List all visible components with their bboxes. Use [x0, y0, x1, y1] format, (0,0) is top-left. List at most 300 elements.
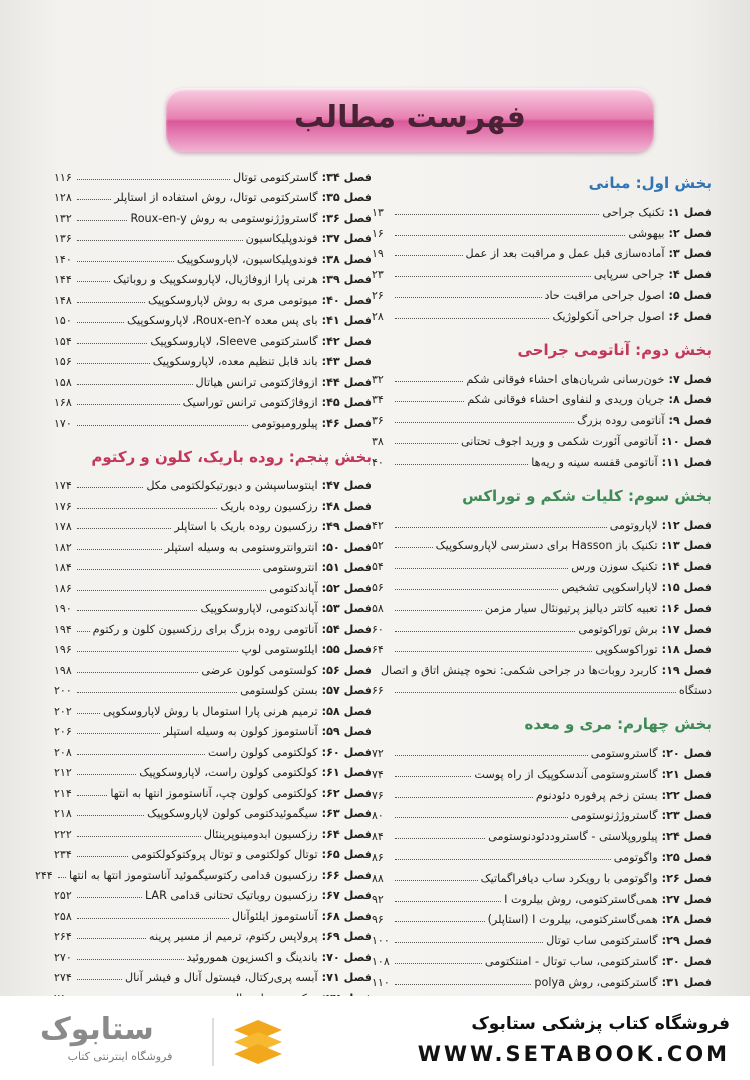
toc-entry[interactable]	[372, 406, 712, 427]
page-number: ۱۷۸	[54, 520, 72, 533]
page-number: ۱۰۰	[372, 934, 390, 948]
page-number: ۱۴۰	[54, 252, 72, 266]
leader-dots	[77, 692, 237, 693]
chapter-label: فصل ۲۸:	[661, 913, 712, 927]
logo-wordmark: ستابوک	[40, 1012, 154, 1047]
chapter-label: فصل ۵۷:	[321, 684, 372, 697]
leader-dots	[395, 318, 549, 319]
leader-dots	[77, 938, 146, 939]
leader-dots	[395, 880, 478, 881]
toc-entry[interactable]	[54, 574, 372, 595]
chapter-label: فصل ۵۰:	[321, 540, 372, 554]
title-banner	[166, 88, 654, 152]
chapter-title-continued: دستگاه	[678, 684, 712, 698]
chapter-label: فصل ۳۸:	[321, 252, 372, 266]
section-gap	[372, 469, 712, 487]
chapter-label: فصل ۴:	[668, 268, 712, 282]
chapter-title: لاپاراسکوپی تشخیص	[561, 580, 658, 594]
chapter-title: رزکسیون روده باریک	[220, 499, 318, 513]
section-heading: بخش سوم: کلیات شکم و توراکس	[462, 486, 712, 505]
section-heading: بخش پنجم: روده باریک، کلون و رکتوم	[91, 447, 372, 466]
toc-entry[interactable]	[372, 656, 712, 677]
page-number: ۱۷۶	[54, 499, 72, 513]
chapter-title: آناتومی قفسه سینه و ریه‌ها	[531, 455, 658, 469]
page-number: ۲۰۶	[54, 725, 72, 738]
toc-entry[interactable]	[54, 923, 372, 944]
chapter-title: بای پس معده Roux-en-Y، لاپاروسکوپیک	[127, 314, 318, 327]
toc-entry[interactable]	[372, 573, 712, 594]
chapter-label: فصل ۴۰:	[321, 293, 372, 307]
chapter-label: فصل ۳۴:	[321, 170, 372, 184]
page-number: ۳۲	[372, 372, 384, 386]
leader-dots	[395, 942, 543, 943]
toc-entry[interactable]	[372, 926, 712, 947]
toc-entry[interactable]	[54, 820, 372, 841]
leader-dots	[77, 590, 266, 591]
leader-dots	[77, 508, 217, 509]
chapter-label: فصل ۵۵:	[321, 643, 372, 656]
chapter-label: فصل ۴۹:	[321, 520, 372, 533]
page-number: ۱۴۴	[54, 273, 72, 286]
toc-entry[interactable]	[372, 281, 712, 302]
section-heading: بخش دوم: آناتومی جراحی	[517, 340, 712, 359]
toc-entry[interactable]	[372, 511, 712, 532]
chapter-label: فصل ۱۴:	[661, 560, 712, 574]
logo-subtitle: فروشگاه اینترنتی کتاب	[67, 1050, 173, 1063]
page-number: ۲۱۲	[54, 766, 72, 779]
toc-entry[interactable]	[54, 286, 372, 307]
chapter-title: گاسترکتومی Sleeve، لاپاروسکوپیک	[150, 334, 318, 348]
toc-entry[interactable]	[372, 240, 712, 261]
toc-entry[interactable]	[372, 822, 712, 843]
chapter-title: آناستوموز کولون به وسیله استپلر	[163, 725, 318, 738]
leader-dots	[77, 754, 205, 755]
leader-dots	[77, 363, 150, 364]
toc-entry[interactable]	[372, 532, 712, 553]
page-number: ۴۰	[372, 455, 384, 469]
chapter-label: فصل ۶۱:	[321, 766, 372, 779]
leader-dots	[395, 651, 592, 652]
chapter-title: ازوفاژکتومی ترانس هیاتال	[195, 375, 318, 389]
toc-entry[interactable]	[372, 427, 712, 448]
chapter-title: گاستروستومی آندسکوپیک از راه پوست	[474, 767, 658, 781]
chapter-title: انتروستومی	[262, 561, 318, 574]
toc-entry[interactable]	[54, 348, 372, 369]
chapter-label: فصل ۴۵:	[321, 396, 372, 409]
page-number: ۵۴	[372, 560, 384, 574]
toc-entry[interactable]	[54, 225, 372, 246]
leader-dots	[77, 713, 100, 714]
leader-dots	[77, 281, 110, 282]
page-number: ۷۴	[372, 767, 384, 781]
toc-entry[interactable]	[372, 386, 712, 407]
toc-entry[interactable]	[372, 739, 712, 760]
chapter-title: بیهوشی	[628, 226, 665, 240]
leader-dots	[395, 838, 485, 839]
chapter-title: هرنی پارا ازوفاژیال، لاپاروسکوپیک و روباتیک	[113, 273, 318, 286]
toc-entry[interactable]	[372, 302, 712, 323]
chapter-title: توتال کولکتومی و توتال پروکتوکولکتومی	[131, 848, 318, 861]
toc-entry[interactable]	[54, 738, 372, 759]
toc-entry[interactable]	[54, 902, 372, 923]
chapter-label: فصل ۶۳:	[321, 807, 372, 820]
logo-divider	[212, 1018, 214, 1066]
toc-entry[interactable]	[372, 448, 712, 469]
toc-entry[interactable]	[54, 759, 372, 780]
toc-entry[interactable]	[372, 594, 712, 615]
leader-dots	[77, 836, 201, 837]
chapter-title: آناتومی روده بزرگ برای رزکسیون کلون و رکتوم	[92, 622, 318, 636]
toc-entry[interactable]	[54, 409, 372, 430]
leader-dots	[77, 774, 136, 775]
page-number: ۲۶۴	[54, 930, 72, 943]
chapter-label: فصل ۶۲:	[321, 786, 372, 800]
chapter-title: گاستروستومی	[590, 746, 658, 760]
page-number: ۳۴	[372, 393, 384, 407]
chapter-label: فصل ۵:	[668, 288, 712, 302]
chapter-title: کولکتومی کولون چپ، آناستوموز انتها به انتها	[110, 786, 318, 800]
toc-entry[interactable]	[54, 163, 372, 184]
chapter-label: فصل ۵۲:	[321, 581, 372, 595]
page-number: ۱۵۴	[54, 334, 72, 348]
chapter-title: گاسترکتومی ساب توتال	[546, 934, 658, 948]
chapter-title: همی‌گاسترکتومی، بیلروت I (استاپلر)	[487, 913, 658, 927]
chapter-label: فصل ۱۷:	[661, 622, 712, 636]
toc-entry[interactable]	[54, 245, 372, 266]
leader-dots	[77, 918, 229, 919]
page-number: ۲۴۴	[34, 868, 53, 882]
toc-entry[interactable]	[372, 219, 712, 240]
chapter-label: فصل ۵۶:	[321, 663, 372, 677]
chapter-label: فصل ۶۰:	[321, 745, 372, 759]
toc-entry[interactable]	[54, 636, 372, 657]
toc-entry[interactable]	[372, 968, 712, 989]
leader-dots	[77, 549, 162, 550]
chapter-label: فصل ۲۲:	[661, 788, 712, 802]
chapter-title: اینتوساسپشن و دیورتیکولکتومی مکل	[146, 479, 318, 492]
store-name: فروشگاه کتاب پزشکی ستابوک	[471, 1014, 730, 1034]
toc-entry[interactable]	[54, 533, 372, 554]
leader-dots	[395, 692, 676, 693]
page-number: ۹۶	[372, 913, 384, 927]
page-number: ۶۴	[372, 643, 384, 657]
chapter-title: لاپاروتومی	[609, 518, 658, 532]
chapter-title: کولکتومی کولون راست	[207, 745, 318, 759]
chapter-label: فصل ۲۵:	[661, 850, 712, 864]
chapter-title: پرولاپس رکتوم، ترمیم از مسیر پرینه	[149, 930, 318, 943]
chapter-title: پیلوروپلاستی - گاستروددئودنوستومی	[488, 830, 658, 844]
page-number: ۹۲	[372, 892, 384, 906]
toc-entry[interactable]	[54, 800, 372, 821]
toc-entry[interactable]	[372, 906, 712, 927]
page-number: ۱۹۶	[54, 643, 72, 656]
page-number: ۲۲۲	[54, 827, 72, 841]
chapter-label: فصل ۶۸:	[321, 909, 372, 923]
leader-dots	[77, 425, 248, 426]
leader-dots	[77, 672, 198, 673]
toc-entry[interactable]	[372, 885, 712, 906]
toc-entry[interactable]	[54, 943, 372, 964]
toc-entry[interactable]	[54, 779, 372, 800]
store-url[interactable]: WWW.SETABOOK.COM	[417, 1042, 730, 1066]
chapter-title: فوندوپلیکاسیون، لاپاروسکوپیک	[176, 252, 318, 266]
page-number: ۱۹۸	[54, 663, 72, 677]
page-number: ۲۱۸	[54, 807, 72, 820]
toc-entry[interactable]	[54, 513, 372, 534]
page-number: ۱۳۲	[54, 211, 72, 225]
chapter-label: فصل ۱۸:	[661, 643, 712, 657]
toc-entry[interactable]	[372, 802, 712, 823]
leader-dots	[77, 343, 147, 344]
toc-entry[interactable]	[372, 615, 712, 636]
page-number: ۲۷۰	[54, 950, 72, 964]
toc-entry[interactable]	[54, 554, 372, 575]
toc-entry[interactable]	[54, 841, 372, 862]
toc-entry[interactable]	[54, 368, 372, 389]
page-number: ۱۹۰	[54, 602, 72, 615]
page-number: ۳۸	[372, 434, 384, 448]
leader-dots	[395, 797, 533, 798]
leader-dots	[395, 610, 482, 611]
leader-dots	[77, 322, 124, 323]
chapter-title: رزکسیون روده باریک با استاپلر	[174, 520, 318, 533]
page-number: ۵۸	[372, 601, 384, 615]
page-number: ۶۰	[372, 622, 384, 636]
chapter-label: فصل ۶:	[668, 309, 712, 323]
leader-dots	[395, 547, 433, 548]
page-number: ۱۱۶	[54, 170, 72, 184]
chapter-title: کاربرد روبات‌ها در جراحی شکمی: نحوه چینش اتاق و اتصال	[381, 664, 658, 678]
page-number: ۲۶	[372, 288, 384, 302]
page-number: ۱۵۸	[54, 375, 72, 389]
toc-left-column	[34, 163, 372, 1005]
chapter-label: فصل ۷۰:	[321, 950, 372, 964]
chapter-label: فصل ۲۷:	[661, 892, 712, 906]
page-number: ۱۵۰	[54, 314, 72, 327]
chapter-label: فصل ۳۱:	[661, 975, 712, 989]
chapter-title: واگوتومی با رویکرد ساب دیافراگماتیک	[480, 871, 658, 885]
chapter-label: فصل ۴۲:	[321, 334, 372, 348]
chapter-label: فصل ۷۱:	[321, 971, 372, 984]
toc-entry[interactable]	[54, 492, 372, 513]
leader-dots	[77, 733, 160, 734]
chapter-label: فصل ۶۵:	[321, 848, 372, 861]
chapter-label: فصل ۴۴:	[321, 375, 372, 389]
chapter-title: همی‌گاسترکتومی، روش بیلروت I	[504, 892, 658, 906]
toc-entry[interactable]	[54, 697, 372, 718]
page-number: ۱۶	[372, 226, 384, 240]
page-number: ۱۸۶	[54, 581, 72, 595]
leader-dots	[395, 568, 568, 569]
page-number: ۲۰۰	[54, 684, 72, 697]
leader-dots	[77, 220, 127, 221]
page-number: ۲۸	[372, 309, 384, 323]
chapter-title: کولکتومی کولون راست، لاپاروسکوپیک	[139, 766, 318, 779]
leader-dots	[395, 443, 458, 444]
chapter-title: آپاندکتومی	[269, 581, 318, 595]
toc-entry[interactable]	[372, 636, 712, 657]
toc-entry[interactable]	[54, 677, 372, 698]
page-number: ۸۴	[372, 830, 384, 844]
leader-dots	[395, 527, 607, 528]
chapter-label: فصل ۶۹:	[321, 930, 372, 943]
leader-dots	[77, 856, 128, 857]
toc-entry[interactable]	[372, 781, 712, 802]
chapter-label: فصل ۷:	[668, 372, 712, 386]
chapter-label: فصل ۳:	[668, 247, 712, 261]
page-number: ۱۷۰	[54, 416, 72, 430]
toc-entry[interactable]	[34, 861, 372, 882]
chapter-title: گاستروژژنوستومی به روش Roux-en-y	[130, 211, 318, 225]
chapter-label: فصل ۱۵:	[661, 580, 712, 594]
toc-entry[interactable]	[54, 964, 372, 985]
page-number: ۱۸۴	[54, 561, 72, 574]
toc-entry[interactable]	[372, 365, 712, 386]
chapter-title: جراحی سرپایی	[593, 268, 665, 282]
leader-dots	[77, 795, 107, 796]
leader-dots	[395, 381, 463, 382]
page-number: ۷۲	[372, 746, 384, 760]
leader-dots	[77, 610, 197, 611]
toc-entry[interactable]	[372, 260, 712, 281]
chapter-label: فصل ۴۷:	[321, 479, 372, 492]
toc-entry[interactable]	[54, 307, 372, 328]
leader-dots	[395, 589, 558, 590]
chapter-label: فصل ۳۷:	[321, 232, 372, 245]
section-gap	[54, 430, 372, 448]
toc-entry[interactable]	[54, 718, 372, 739]
toc-entry[interactable]	[372, 760, 712, 781]
chapter-label: فصل ۵۸:	[321, 704, 372, 718]
chapter-title: سیگموئیدکتومی کولون لاپاروسکوپیک	[147, 807, 318, 820]
chapter-label: فصل ۲:	[668, 226, 712, 240]
leader-dots	[77, 384, 193, 385]
chapter-title: تکنیک باز Hasson برای دسترسی لاپاروسکوپیک	[435, 539, 658, 553]
toc-entry[interactable]	[54, 327, 372, 348]
chapter-label: فصل ۱:	[668, 205, 712, 219]
section-heading: بخش چهارم: مری و معده	[524, 715, 712, 734]
chapter-title: بستن زخم پرفوره دئودنوم	[535, 788, 658, 802]
chapter-title: گاسترکتومی توتال، روش استفاده از استاپلر	[114, 191, 318, 204]
leader-dots	[395, 235, 625, 236]
chapter-label: فصل ۴۶:	[321, 416, 372, 430]
chapter-label: فصل ۴۸:	[321, 499, 372, 513]
chapter-title: آناستوموز ایلئوآنال	[231, 909, 318, 923]
chapter-title: رزکسیون ابدومینوپرینئال	[203, 827, 318, 841]
leader-dots	[395, 921, 485, 922]
toc-entry[interactable]	[372, 864, 712, 885]
page-number: ۲۳	[372, 268, 384, 282]
chapter-title: اصول جراحی مراقبت حاد	[544, 288, 665, 302]
store-footer	[0, 996, 750, 1080]
chapter-title: آناتومی آئورت شکمی و ورید اجوف تحتانی	[460, 434, 658, 448]
leader-dots	[395, 422, 574, 423]
page-number: ۲۷۴	[54, 971, 72, 984]
leader-dots	[395, 255, 463, 256]
chapter-label: فصل ۱۰:	[661, 434, 712, 448]
chapter-label: فصل ۲۳:	[661, 809, 712, 823]
leader-dots	[77, 528, 171, 529]
chapter-label: فصل ۵۴:	[321, 622, 372, 636]
chapter-label: فصل ۱۳:	[661, 539, 712, 553]
toc-entry[interactable]	[54, 204, 372, 225]
chapter-title: اصول جراحی آنکولوژیک	[552, 309, 665, 323]
page-number: ۴۲	[372, 518, 384, 532]
page-number: ۷۶	[372, 788, 384, 802]
chapter-title: گاسترکتومی، روش polya	[534, 975, 658, 989]
chapter-title: باند قابل تنظیم معده، لاپاروسکوپیک	[152, 355, 318, 368]
chapter-label: فصل ۱۱:	[661, 455, 712, 469]
page-number: ۱۱۰	[372, 975, 390, 989]
leader-dots	[395, 276, 591, 277]
page-number: ۱۹۴	[54, 622, 72, 636]
page-number: ۲۱۴	[54, 786, 72, 800]
chapter-label: فصل ۹:	[668, 414, 712, 428]
leader-dots	[395, 817, 568, 818]
chapter-title: تکنیک سوزن ورس	[571, 560, 658, 574]
toc-entry[interactable]	[372, 198, 712, 219]
toc-entry[interactable]	[372, 843, 712, 864]
chapter-title: توراکوسکوپی	[595, 643, 658, 657]
page-number: ۸۰	[372, 809, 384, 823]
leader-dots	[395, 901, 501, 902]
leader-dots	[77, 179, 230, 180]
toc-entry-continuation[interactable]	[372, 677, 712, 697]
toc-entry[interactable]	[54, 184, 372, 205]
chapter-title: بستن کولستومی	[240, 684, 318, 697]
chapter-title: آبسه پری‌رکتال، فیستول آنال و فیشر آنال	[124, 971, 318, 984]
toc-entry[interactable]	[54, 472, 372, 493]
chapter-label: فصل ۱۶:	[661, 601, 712, 615]
leader-dots	[395, 297, 542, 298]
page-title: فهرست مطالب	[294, 100, 526, 135]
chapter-title: رزکسیون روباتیک تحتانی قدامی LAR	[144, 889, 318, 902]
leader-dots	[58, 877, 66, 878]
toc-entry[interactable]	[54, 389, 372, 410]
chapter-title: ترمیم هرنی پارا استومال با روش لاپاروسکوپی	[102, 704, 318, 718]
leader-dots	[77, 240, 243, 241]
toc-entry[interactable]	[54, 656, 372, 677]
leader-dots	[395, 401, 464, 402]
leader-dots	[395, 755, 588, 756]
page-number: ۱۷۴	[54, 479, 72, 492]
page-number: ۲۰۸	[54, 745, 72, 759]
chapter-title: انتروانتروستومی به وسیله استپلر	[164, 540, 318, 554]
chapter-title: باندینگ و اکسزیون هموروئید	[186, 950, 318, 964]
chapter-label: فصل ۳۰:	[661, 954, 712, 968]
page-number: ۲۳۴	[54, 848, 72, 861]
chapter-title: تعبیه کاتتر دیالیز پرتیونئال سیار مزمن	[484, 601, 658, 615]
page-number: ۶۶	[372, 684, 384, 698]
toc-entry[interactable]	[372, 552, 712, 573]
toc-entry[interactable]	[54, 615, 372, 636]
chapter-title: جریان وریدی و لنفاوی احشاء فوقانی شکم	[467, 393, 665, 407]
page-number: ۱۳۶	[54, 232, 72, 245]
toc-entry[interactable]	[54, 882, 372, 903]
toc-entry[interactable]	[54, 595, 372, 616]
leader-dots	[77, 631, 90, 632]
section-gap	[372, 323, 712, 341]
chapter-label: فصل ۵۳:	[321, 602, 372, 615]
page-number: ۱۵۶	[54, 355, 72, 368]
toc-entry[interactable]	[372, 947, 712, 968]
toc-entry[interactable]	[54, 266, 372, 287]
page-number: ۱۴۸	[54, 293, 72, 307]
chapter-label: فصل ۲۶:	[661, 871, 712, 885]
chapter-title: میوتومی مری به روش لاپاروسکوپیک	[147, 293, 318, 307]
leader-dots	[395, 984, 531, 985]
chapter-label: فصل ۲۹:	[661, 934, 712, 948]
